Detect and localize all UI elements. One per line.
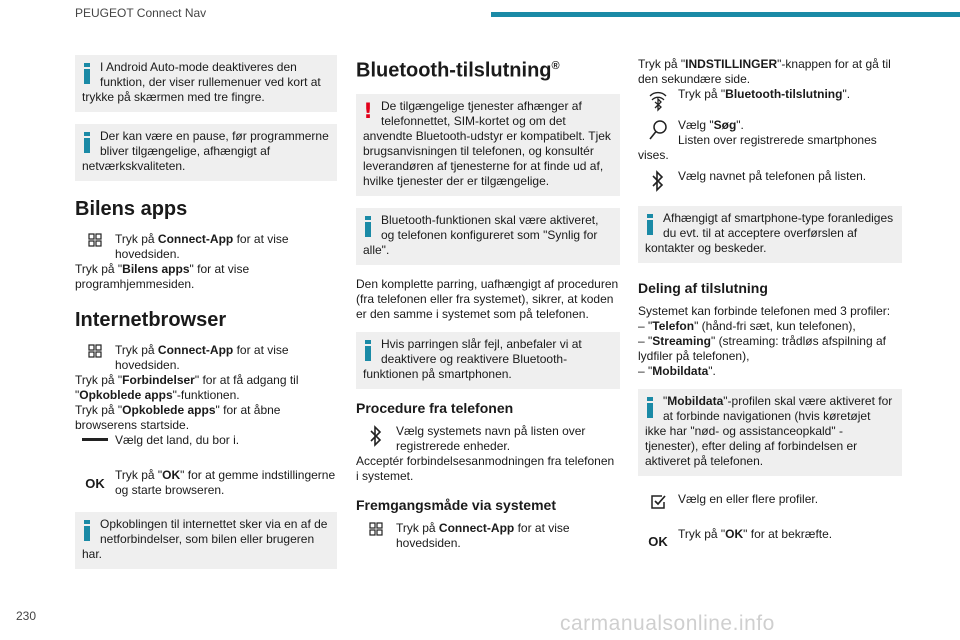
info-note: Hvis parringen slår fejl, anbefaler vi at deaktivere og reaktivere Bluetooth-funktionen på smartphonen. bbox=[356, 332, 620, 389]
info-icon bbox=[647, 397, 653, 418]
ok-icon: OK bbox=[85, 476, 105, 491]
column-middle bbox=[356, 55, 620, 551]
page-number: 230 bbox=[16, 609, 37, 623]
checkbox-icon bbox=[638, 492, 678, 517]
info-icon bbox=[84, 520, 90, 541]
apps-grid-icon bbox=[75, 343, 115, 368]
info-note bbox=[75, 55, 337, 112]
step-bluetooth-connection: Tryk på "Bluetooth-tilslutning". bbox=[638, 87, 902, 112]
step-select-profiles: Vælg en eller flere profiler. bbox=[638, 492, 902, 517]
step-connect-app: Tryk på Connect-App for at vise hovedsiden. bbox=[356, 521, 620, 551]
step-ok: OK Tryk på "OK" for at gemme indstillingerne og starte browseren. bbox=[75, 468, 337, 498]
paragraph: Den komplette parring, uafhængigt af proceduren (fra telefonen eller fra systemet), sikrer, at koden er den samme i systemet som på telefonen. bbox=[356, 276, 619, 321]
info-note bbox=[75, 124, 337, 181]
warning-icon: ! bbox=[363, 98, 373, 123]
step-connect-app: Tryk på Connect-App for at vise hovedsiden. bbox=[75, 232, 337, 262]
section-title-sharing: Deling af tilslutning bbox=[638, 280, 768, 296]
note-text: I Android Auto-mode deaktiveres den funktion, der viser rullemenuer ved kort at trykke på skærmen med tre fingre. bbox=[82, 60, 321, 104]
search-icon bbox=[638, 118, 678, 143]
step-select-system-name: Vælg systemets navn på listen over registrerede enheder. bbox=[356, 424, 620, 454]
info-note: "Mobildata"-profilen skal være aktiveret for at forbinde navigationen (hvis køretøjet ikke har "nød- og assistanceopkald" -tjenester), efter deling af forbindelsen er aktiveret på telefonen. bbox=[638, 389, 902, 476]
watermark: carmanualsonline.info bbox=[560, 612, 775, 635]
info-icon bbox=[84, 132, 90, 153]
warning-note: ! De tilgængelige tjenester afhænger af telefonnettet, SIM-kortet og om det anvendte Bluetooth-udstyr er kompatibelt. Tjek brugsanvisningen til telefonen, og konsultér leverandøren af tjenesterne for at finde ud af, hvilke tjenester der er tilgængelige. bbox=[356, 94, 620, 196]
info-note: Afhængigt af smartphone-type foranlediges du evt. til at acceptere overførslen af kontakter og beskeder. bbox=[638, 206, 902, 263]
section-title-bluetooth: Bluetooth-tilslutning® bbox=[356, 59, 560, 82]
step-confirm-ok: OK Tryk på "OK" for at bekræfte. bbox=[638, 527, 902, 552]
step-search: Vælg "Søg". Listen over registrerede smartphones vises. bbox=[638, 118, 877, 162]
info-icon bbox=[365, 340, 371, 361]
list-selector-icon bbox=[75, 433, 115, 458]
info-icon bbox=[647, 214, 653, 235]
info-icon bbox=[84, 63, 90, 84]
column-right bbox=[638, 57, 902, 552]
info-icon bbox=[365, 216, 371, 237]
column-left bbox=[75, 55, 337, 581]
section-title-system-procedure: Fremgangsmåde via systemet bbox=[356, 496, 556, 513]
paragraph: Tryk på "INDSTILLINGER"-knappen for at gå til den sekundære side. bbox=[638, 57, 891, 86]
step-select-country: Vælg det land, du bor i. bbox=[75, 433, 337, 458]
paragraph: Acceptér forbindelsesanmodningen fra telefonen i systemet. bbox=[356, 453, 615, 483]
step-connect-app: Tryk på Connect-App for at vise hovedsiden. bbox=[75, 343, 337, 373]
bluetooth-icon bbox=[356, 424, 396, 449]
header-accent-bar bbox=[491, 12, 960, 17]
paragraph: Tryk på "Forbindelser" for at få adgang til "Opkoblede apps"-funktionen. Tryk på "Opkoblede apps" for at åbne browserens startside. bbox=[75, 373, 299, 432]
info-note: Bluetooth-funktionen skal være aktiveret, og telefonen konfigureret som "Synlig for alle". bbox=[356, 208, 620, 265]
apps-grid-icon bbox=[75, 232, 115, 257]
paragraph: Tryk på "Bilens apps" for at vise programhjemmesiden. bbox=[75, 262, 250, 291]
bluetooth-signal-icon bbox=[638, 87, 678, 112]
paragraph: Systemet kan forbinde telefonen med 3 profiler: – "Telefon" (hånd-fri sæt, kun telefonen), – "Streaming" (streaming: trådløs afspilning af lydfiler på telefonen), – "Mobildata". bbox=[638, 304, 891, 378]
info-note: Opkoblingen til internettet sker via en af de netforbindelser, som bilen eller brugeren har. bbox=[75, 512, 337, 569]
note-text: Der kan være en pause, før programmerne bliver tilgængelige, afhængigt af netværkskvaliteten. bbox=[82, 129, 329, 173]
ok-icon: OK bbox=[648, 534, 668, 549]
bluetooth-icon bbox=[638, 169, 678, 194]
header-title: PEUGEOT Connect Nav bbox=[75, 6, 207, 20]
section-title-phone-procedure: Procedure fra telefonen bbox=[356, 399, 514, 416]
section-title-apps: Bilens apps bbox=[75, 198, 188, 220]
step-select-phone: Vælg navnet på telefonen på listen. bbox=[638, 169, 902, 194]
apps-grid-icon bbox=[356, 521, 396, 546]
section-title-browser: Internetbrowser bbox=[75, 309, 227, 331]
